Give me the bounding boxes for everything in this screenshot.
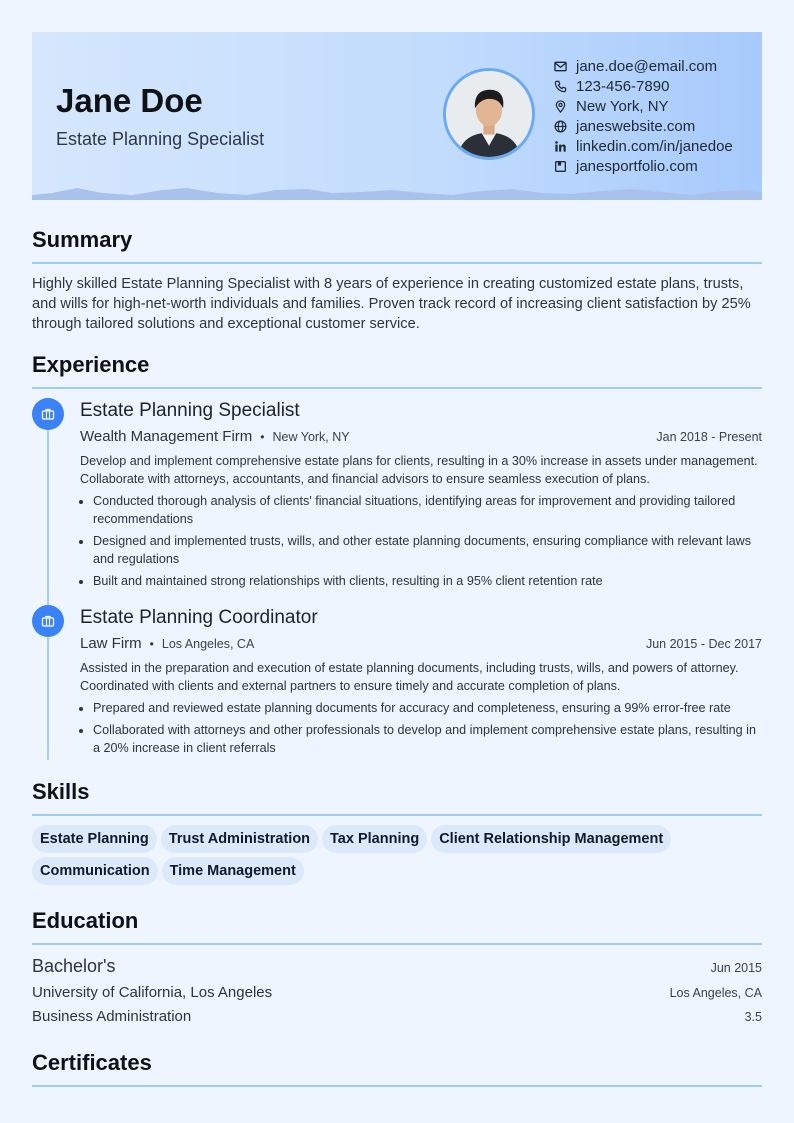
briefcase-icon — [41, 407, 55, 421]
skills-list — [32, 825, 762, 889]
job-meta — [80, 631, 762, 657]
profile-photo — [443, 68, 535, 160]
education-heading: Education — [32, 908, 139, 933]
job-description: Develop and implement comprehensive estate plans for clients, resulting in a 30% increase in assets under management. Collaborate with attorneys, accountants, and financial advisors to ensure seamless execution of plans. — [80, 454, 758, 486]
job-marker — [32, 605, 64, 637]
experience-timeline — [47, 410, 49, 760]
resume-header — [32, 32, 762, 200]
job-entry — [80, 398, 762, 594]
job-bullet: • Designed and implemented trusts, wills, and other estate planning documents, ensuring compliance with relevant laws and regulations — [93, 532, 762, 568]
job-entry — [80, 605, 762, 761]
location-icon — [554, 100, 567, 113]
job-dates: Jun 2015 - Dec 2017 — [645, 637, 762, 651]
globe-icon — [554, 120, 567, 133]
job-dates: Jan 2018 - Present — [656, 430, 762, 444]
job-meta — [80, 424, 762, 450]
job-location: New York, NY — [272, 430, 350, 444]
linkedin-icon — [554, 140, 567, 153]
skill-chip: Tax Planning — [322, 825, 427, 853]
contact-email-text: jane.doe@email.com — [576, 57, 718, 75]
job-company-line — [80, 424, 350, 450]
section-divider — [32, 943, 762, 945]
contact-phone[interactable] — [554, 76, 733, 96]
phone-icon — [554, 80, 567, 93]
education-date: Jun 2015 — [710, 961, 762, 975]
education-school: University of California, Los Angeles — [32, 984, 273, 1001]
certificates-heading: Certificates — [32, 1050, 152, 1075]
contact-location — [554, 96, 733, 116]
education-field-row — [32, 1008, 762, 1025]
contact-linkedin-text: linkedin.com/in/janedoe — [576, 137, 733, 155]
separator-dot: • — [149, 637, 154, 651]
summary-text: Highly skilled Estate Planning Specialist with 8 years of experience in creating customized estate plans, trusts, and wills for high-net-worth individuals and families. Proven track record of increasing client satisfaction by 25% through tailored solutions and exceptional customer service. — [32, 276, 751, 332]
contact-email[interactable] — [554, 56, 733, 76]
section-divider — [32, 1085, 762, 1087]
job-company: Law Firm — [80, 635, 142, 652]
job-company: Wealth Management Firm — [80, 428, 253, 445]
skill-chip: Estate Planning — [32, 825, 157, 853]
briefcase-icon — [41, 614, 55, 628]
education-degree-row — [32, 956, 762, 977]
contact-website[interactable] — [554, 116, 733, 136]
mail-icon — [554, 60, 567, 73]
summary-heading: Summary — [32, 227, 133, 252]
skill-chip: Client Relationship Management — [431, 825, 671, 853]
education-location: Los Angeles, CA — [669, 986, 762, 1000]
section-divider — [32, 814, 762, 816]
job-bullet: • Conducted thorough analysis of clients' financial situations, identifying areas for improvement and providing tailored recommendations — [93, 492, 762, 528]
section-divider — [32, 262, 762, 264]
avatar — [446, 71, 532, 157]
candidate-title: Estate Planning Specialist — [56, 129, 265, 149]
section-divider — [32, 387, 762, 389]
job-marker — [32, 398, 64, 430]
job-bullet: • Collaborated with attorneys and other professionals to develop and implement comprehensive estate plans, resulting in a 20% increase in client referrals — [93, 721, 762, 757]
separator-dot: • — [260, 430, 265, 444]
skill-chip: Communication — [32, 857, 158, 885]
job-bullet: • Built and maintained strong relationships with clients, resulting in a 95% client retention rate — [93, 572, 762, 590]
contact-portfolio[interactable] — [554, 156, 733, 176]
portfolio-icon — [554, 160, 567, 173]
education-degree: Bachelor's — [32, 956, 116, 976]
education-gpa: 3.5 — [744, 1010, 762, 1024]
contact-location-text: New York, NY — [576, 97, 669, 115]
job-title: Estate Planning Specialist — [80, 400, 300, 421]
header-wave-decoration — [32, 184, 762, 200]
job-bullet: • Prepared and reviewed estate planning documents for accuracy and completeness, ensuring a 99% error-free rate — [93, 699, 762, 717]
contact-list — [554, 56, 733, 176]
contact-website-text: janeswebsite.com — [576, 117, 696, 135]
contact-phone-text: 123-456-7890 — [576, 77, 670, 95]
job-title: Estate Planning Coordinator — [80, 607, 318, 628]
contact-portfolio-text: janesportfolio.com — [576, 157, 698, 175]
job-company-line — [80, 631, 254, 657]
education-school-row — [32, 984, 762, 1001]
job-description: Assisted in the preparation and execution of estate planning documents, including trusts, wills, and powers of attorney. Coordinated with clients and external partners to ensure timely and accurate completion of plans. — [80, 661, 739, 693]
job-bullets — [80, 492, 762, 590]
contact-linkedin[interactable] — [554, 136, 733, 156]
education-field: Business Administration — [32, 1008, 192, 1025]
candidate-name: Jane Doe — [56, 82, 203, 119]
job-bullets — [80, 699, 762, 757]
skills-heading: Skills — [32, 779, 90, 804]
skill-chip: Time Management — [162, 857, 304, 885]
skill-chip: Trust Administration — [161, 825, 318, 853]
job-location: Los Angeles, CA — [161, 637, 255, 651]
experience-heading: Experience — [32, 352, 150, 377]
